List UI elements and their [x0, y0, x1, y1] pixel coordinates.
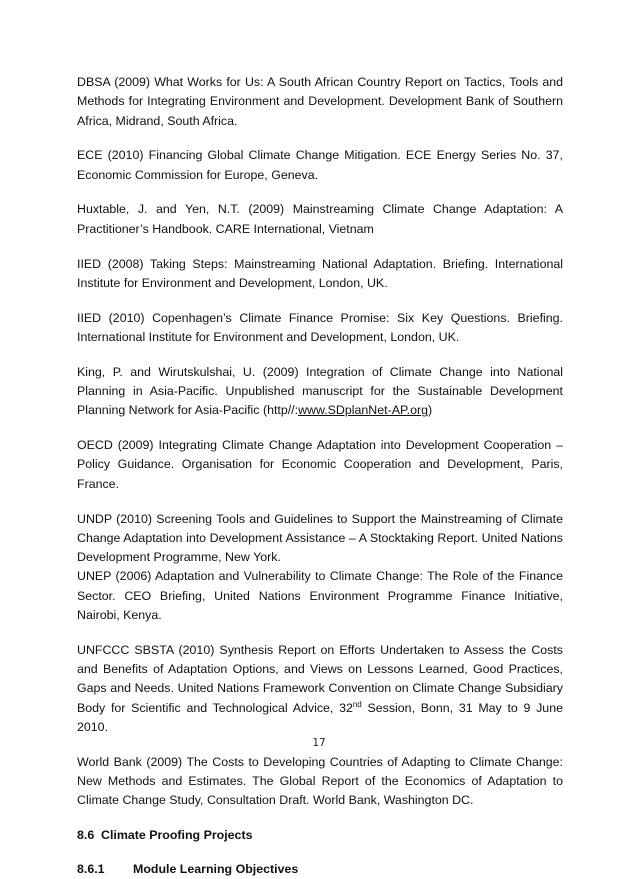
ordinal-suffix: nd — [352, 699, 362, 709]
reference-iied-2008: IIED (2008) Taking Steps: Mainstreaming National Adaptation. Briefing. International Institute for Environment and Development, London, UK. — [77, 256, 563, 290]
reference-unep: UNEP (2006) Adaptation and Vulnerability to Climate Change: The Role of the Finance Sector. CEO Briefing, United Nations Environment Programme Finance Initiative, Nairobi, Kenya. — [77, 569, 563, 623]
reference-king-close: ) — [428, 403, 433, 418]
subsection-title: Module Learning Objectives — [133, 862, 299, 876]
subsection-number: 8.6.1 — [77, 862, 105, 876]
reference-iied-2010: IIED (2010) Copenhagen’s Climate Finance Promise: Six Key Questions. Briefing. International Institute for Environment and Development, London, UK. — [77, 310, 563, 344]
reference-world-bank: World Bank (2009) The Costs to Developing Countries of Adapting to Climate Change: New Methods and Estimates. The Global Report of the Economics of Adaptation to Climate Change Study, Consultation Draft. World Bank, Washington DC. — [77, 754, 563, 808]
reference-unfccc — [77, 641, 563, 737]
reference-unfccc-text: UNFCCC SBSTA (2010) Synthesis Report on Efforts Undertaken to Assess the Costs and Benefits of Adaptation Options, and Views on Lessons Learned, Good Practices, Gaps and Needs. United Nations Framework Convention on Climate Change Subsidiary Body for Scientific and Technological Advice, 32 — [77, 642, 563, 715]
reference-huxtable: Huxtable, J. and Yen, N.T. (2009) Mainstreaming Climate Change Adaptation: A Practitioner’s Handbook. CARE International, Vietnam — [77, 202, 563, 236]
page-number: 17 — [312, 737, 326, 749]
section-heading-8-6 — [77, 826, 563, 845]
section-title: Climate Proofing Projects — [101, 827, 253, 842]
reference-undp: UNDP (2010) Screening Tools and Guidelines to Support the Mainstreaming of Climate Change Adaptation into Development Assistance – A Stocktaking Report. United Nations Development Programme, New York. — [77, 511, 563, 565]
reference-unfccc-tail: Session, Bonn, 31 May to 9 June 2010. — [77, 700, 563, 735]
reference-oecd: OECD (2009) Integrating Climate Change Adaptation into Development Cooperation – Policy Guidance. Organisation for Economic Cooperation and Development, Paris, France. — [77, 438, 563, 491]
reference-dbsa: DBSA (2009) What Works for Us: A South African Country Report on Tactics, Tools and Methods for Integrating Environment and Development. Development Bank of Southern Africa, Midrand, South Africa. — [77, 75, 563, 128]
sdplannet-link[interactable]: www.SDplanNet-AP.org — [298, 403, 428, 418]
document-page — [77, 73, 563, 879]
reference-king — [77, 363, 563, 421]
reference-king-text: King, P. and Wirutskulshai, U. (2009) Integration of Climate Change into National Planning in Asia-Pacific. Unpublished manuscript for the Sustainable Development Planning Network for Asia-Pacific (http//: — [77, 364, 563, 418]
section-heading-8-6-1 — [77, 860, 563, 879]
section-number: 8.6 — [77, 827, 95, 842]
reference-ece: ECE (2010) Financing Global Climate Change Mitigation. ECE Energy Series No. 37, Economic Commission for Europe, Geneva. — [77, 148, 563, 182]
